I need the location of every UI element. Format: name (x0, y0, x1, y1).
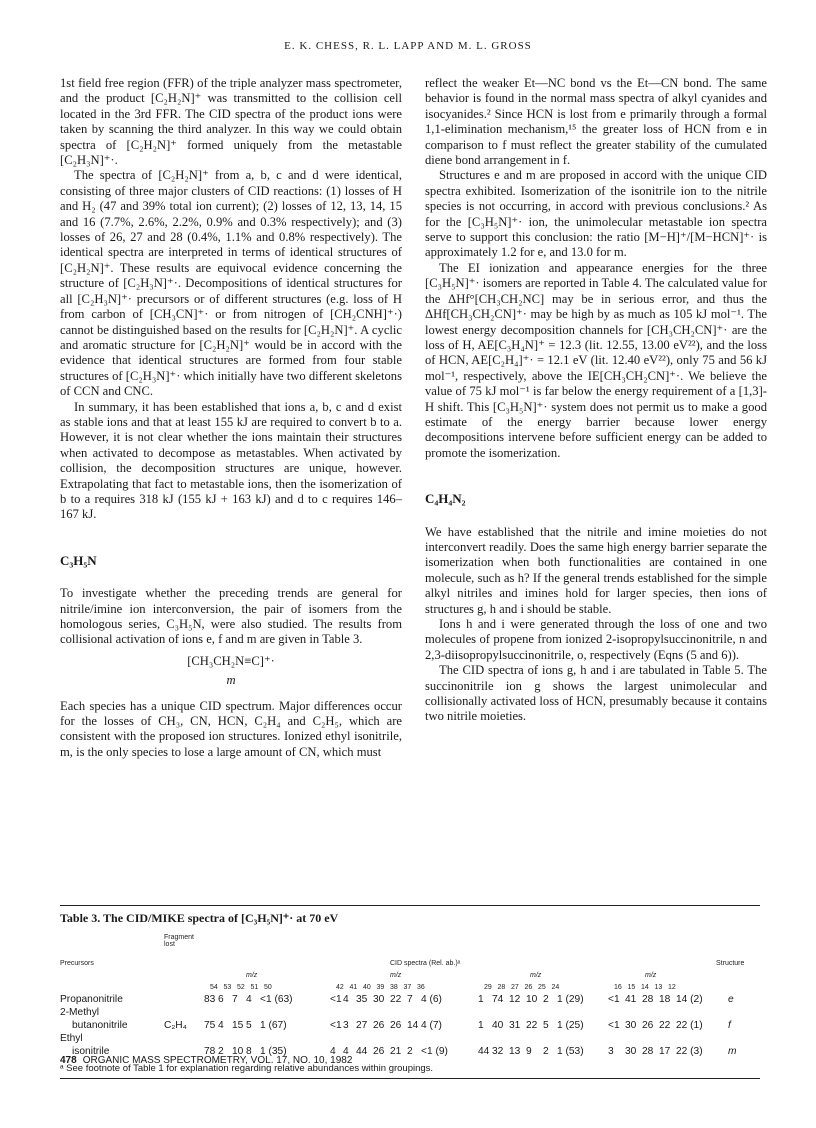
structure-label: e (728, 994, 734, 1005)
structure-label: f (728, 1020, 731, 1031)
cid-value: 1 (53) (557, 1046, 584, 1057)
cid-value: 2 (543, 994, 549, 1005)
section-heading: C₄H₄N₂ (425, 491, 466, 507)
cid-value: 18 (659, 994, 671, 1005)
cid-value: 3 (608, 1046, 614, 1057)
cid-value: 44 (356, 1046, 368, 1057)
cid-value: 8 (246, 1046, 252, 1057)
fragment-lost: C₂H₄ (164, 1020, 187, 1031)
cid-value: 74 (492, 994, 504, 1005)
cid-value: 1 (29) (557, 994, 584, 1005)
precursor-name: isonitrile (72, 1046, 110, 1057)
page-number: 478 (60, 1055, 77, 1066)
cid-value: 28 (642, 1046, 654, 1057)
mz-tick-label: 15 (627, 984, 636, 991)
cid-value: 2 (218, 1046, 224, 1057)
cid-value: 22 (659, 1020, 671, 1031)
cid-value: 7 (407, 994, 413, 1005)
cid-value: 21 (390, 1046, 402, 1057)
paragraph: The spectra of [C₂H₂N]⁺ from a, b, c and d were identical, consisting of three major clusters of CID reactions: (1) losses of H and H₂ (47 and 39% total ion current); (2) losses of 12, 13, 14, 15 and 16 (7.7%, 2.6%, 2.2%, 0.9% and 0.3% respectively); and (3) losses of 26, 27 and 28 (0.4%, 1.1% and 0.8% respectively). The identical spectra are interpreted in terms of identical structures of [C₂H₂N]⁺. These results are equivocal evidence concerning the structure of [C₂H₃N]⁺·. Decompositions of identical structures for all [C₂H₃N]⁺· precursors or of different structures (e.g. loss of H from carbon of [CH₃CN]⁺· or from nitrogen of [CH₂CNH]⁺·) cannot be distinguished based on the results for [C₂H₂N]⁺. A cyclic and aromatic structure for [C₂H₂N]⁺ would be in accord with the evidence that identical structures are formed from four stable structures of [C₂H₃N]⁺· which initially have two different skeletons of CCN and CNC. (60, 168, 402, 399)
cid-value: 4 (246, 994, 252, 1005)
cid-value: 4 (6) (421, 994, 442, 1005)
cid-value: 35 (356, 994, 368, 1005)
cid-value: 5 (543, 1020, 549, 1031)
paragraph: 1st field free region (FFR) of the triple analyzer mass spectrometer, and the product [C₂H₂N]⁺ was transmitted to the collision cell located in the 3rd FFR. The CID spectra of the product ions were taken by scanning the third analyzer. In this way we could obtain spectra of [C₂H₂N]⁺ formed uniquely from the metastable [C₂H₃N]⁺·. (60, 76, 402, 168)
cid-value: 7 (232, 994, 238, 1005)
cid-value: 14 (2) (676, 994, 703, 1005)
cid-value: 22 (526, 1020, 538, 1031)
cid-value: <1 (608, 994, 620, 1005)
cid-value: 4 (343, 1046, 349, 1057)
page-footer (60, 1055, 352, 1066)
header-fragment-lost: Fragment lost (164, 934, 194, 948)
precursor-name: 2-Methyl (60, 1007, 100, 1018)
mz-tick-label: 51 (250, 984, 259, 991)
cid-value: <1 (9) (421, 1046, 448, 1057)
mz-tick-label: 26 (524, 984, 533, 991)
cid-value: 22 (390, 994, 402, 1005)
mz-tick-label: 42 (336, 984, 344, 991)
cid-value: 26 (390, 1020, 402, 1031)
paragraph: Ions h and i were generated through the loss of one and two molecules of propene from ionized 2-isopropylsuccinonitrile, n and 2,3-diisopropylsuccinonitrile, o, respectively (Eqns (5 and 6)). (425, 617, 767, 662)
cid-value: 1 (478, 994, 484, 1005)
mz-tick-label: 13 (654, 984, 663, 991)
mz-tick-label: 52 (237, 984, 245, 991)
cid-value: 31 (509, 1020, 521, 1031)
mz-tick-label: 25 (538, 984, 546, 991)
mz-tick-label: 24 (551, 984, 560, 991)
cid-value: 13 (509, 1046, 521, 1057)
cid-value: 1 (35) (260, 1046, 287, 1057)
cid-value: 30 (373, 994, 385, 1005)
mz-tick-label: 14 (641, 984, 649, 991)
cid-value: 1 (25) (557, 1020, 584, 1031)
mz-group-label: m/z (530, 972, 542, 979)
structure-formula: [CH₃CH₂N≡C]⁺· (187, 653, 275, 668)
cid-value: 4 (218, 1020, 224, 1031)
paragraph: We have established that the nitrile and imine moieties do not interconvert readily. Does the same high energy barrier separate the isomerization when both functionalities are contained in one molecule, such as h? If the general trends established for the simple alkyl nitriles and imines hold for larger species, then ions of structures g, h and i should be stable. (425, 524, 767, 616)
mz-tick-label: 38 (390, 984, 398, 991)
cid-value: 22 (3) (676, 1046, 703, 1057)
paragraph: The EI ionization and appearance energies for the three [C₃H₅N]⁺· isomers are reported in Table 4. The calculated value for the ΔHf°[CH₃CH₂NC] may be in serious error, and thus the ΔHf[CH₃CH₂CN]⁺· may be high by as much as 105 kJ mol⁻¹. The lowest energy decomposition channels for [CH₃CH₂CN]⁺· are the loss of H, AE[C₃H₄N]⁺ = 12.3 (lit. 12.55, 13.00 eV²²), and the loss of HCN, AE[C₂H₄]⁺· = 12.1 eV (lit. 12.40 eV²²), only 75 and 56 kJ mol⁻¹, respectively, above the IE[CH₃CH₂CN]⁺·. We believe the value of 75 kJ mol⁻¹ is far below the energy requirement of a [1,3]-H shift. This [C₃H₅N]⁺· system does not permit us to make a good estimate of the energy barrier because lower energy decompositions intervene before sufficient energy can be added to promote the isomerization. (425, 260, 767, 460)
cid-value: 78 (204, 1046, 216, 1057)
precursor-name: butanonitrile (72, 1020, 128, 1031)
table-footnote: ᵃ See footnote of Table 1 for explanation regarding relative abundances within groupings. (60, 1063, 434, 1074)
mz-tick-label: 27 (511, 984, 519, 991)
mz-tick-label: 37 (403, 984, 412, 991)
paragraph: Structures e and m are proposed in accord with the unique CID spectra exhibited. Isomerization of the isonitrile ion to the nitrile species is not occurring, in accord with previous conclusions.² As for the [C₃H₅N]⁺· ion, the unimolecular metastable ion spectra serve to support this conclusion: the ratio [M−H]⁺/[M−HCN]⁺· is approximately 1.2 for e, and 13.0 for m. (425, 168, 767, 260)
mz-tick-label: 16 (614, 984, 622, 991)
cid-value: 26 (373, 1046, 385, 1057)
cid-value: 83 (204, 994, 216, 1005)
cid-value: 4 (7) (421, 1020, 442, 1031)
mz-group-label: m/z (645, 972, 657, 979)
cid-value: <1 (608, 1020, 620, 1031)
right-column (425, 76, 767, 725)
section-heading: C₃H₅N (60, 552, 97, 568)
cid-value: 30 (625, 1046, 637, 1057)
cid-value: 26 (373, 1020, 385, 1031)
table-row (60, 1007, 760, 1020)
header-precursors: Precursors (60, 960, 94, 967)
cid-value: 2 (407, 1046, 413, 1057)
paragraph: To investigate whether the preceding trends are general for nitrile/imine ion interconversion, the pair of isomers from the homologous series, C₃H₅N, were also studied. The results from collisional activation of ions e, f and m are given in Table 3. (60, 586, 402, 647)
cid-value: 14 (407, 1020, 419, 1031)
cid-value: 4 (343, 994, 349, 1005)
cid-value: 28 (642, 994, 654, 1005)
precursor-name: Propanonitrile (60, 994, 123, 1005)
cid-value: 10 (232, 1046, 244, 1057)
cid-value: <1 (330, 994, 342, 1005)
table-title: Table 3. The CID/MIKE spectra of [C₃H₅N]⁺· at 70 eV (60, 911, 339, 925)
table-row (60, 1020, 760, 1033)
table-row (60, 994, 760, 1007)
cid-value: 32 (492, 1046, 504, 1057)
cid-value: 41 (625, 994, 637, 1005)
cid-value: 3 (343, 1020, 349, 1031)
cid-value: 2 (543, 1046, 549, 1057)
cid-value: 6 (218, 994, 224, 1005)
mz-tick-label: 39 (376, 984, 385, 991)
cid-value: 30 (625, 1020, 637, 1031)
structure-label: m (728, 1046, 737, 1057)
cid-value: 1 (478, 1020, 484, 1031)
cid-value: 10 (526, 994, 538, 1005)
precursor-name: Ethyl (60, 1033, 83, 1044)
paragraph: reflect the weaker Et—NC bond vs the Et—CN bond. The same behavior is found in the normal mass spectra of alkyl cyanides and isocyanides.² Since HCN is lost from e primarily through a formal 1,1-elimination mechanism,¹⁵ the greater loss of HCN from e in comparison to f must reflect the greater stability of the cumulated diene bond arrangement in f. (425, 76, 767, 168)
paragraph: In summary, it has been established that ions a, b, c and d exist as stable ions and that at least 155 kJ are required to convert b to a. However, it is not clear whether the ions maintain their structures when activated to decompose as metastables. When activated by collision, the decomposition structures are unique, however. Extrapolating that fact to metastable ions, then the isomerization of b to a requires 318 kJ (155 kJ + 163 kJ) and d to c requires 146–167 kJ. (60, 399, 402, 522)
table-row (60, 1033, 760, 1046)
table-header (60, 932, 760, 994)
cid-value: 9 (526, 1046, 532, 1057)
cid-value: 1 (67) (260, 1020, 287, 1031)
mz-tick-label: 54 (210, 984, 218, 991)
table-3 (60, 905, 760, 1079)
cid-value: 12 (509, 994, 521, 1005)
cid-value: 26 (642, 1020, 654, 1031)
mz-tick-label: 12 (668, 984, 676, 991)
header-structure: Structure (716, 960, 745, 967)
structure-label: m (226, 673, 236, 688)
table-body (60, 994, 760, 1059)
mz-tick-label: 29 (484, 984, 492, 991)
cid-value: 27 (356, 1020, 368, 1031)
running-head: E. K. CHESS, R. L. LAPP AND M. L. GROSS (284, 40, 532, 52)
header-cid-spectra: CID spectra (Rel. ab.)ᵃ (390, 960, 461, 967)
paragraph: Each species has a unique CID spectrum. Major differences occur for the losses of CH₃, CN, HCN, C₂H₄ and C₂H₅, which are consistent with the proposed ion structures. Ionized ethyl isonitrile, m, is the only species to lose a large amount of CN, which must (60, 698, 402, 759)
cid-value: 5 (246, 1020, 252, 1031)
cid-value: 15 (232, 1020, 244, 1031)
cid-value: <1 (330, 1020, 342, 1031)
cid-value: 17 (659, 1046, 671, 1057)
mz-tick-label: 36 (417, 984, 425, 991)
mz-group-label: m/z (246, 972, 258, 979)
cid-value: 4 (330, 1046, 336, 1057)
paragraph: The CID spectra of ions g, h and i are tabulated in Table 5. The succinonitrile ion g shows the largest unimolecular and collisionally activated loss of HCN, presumably because it contains two nitrile moieties. (425, 663, 767, 724)
mz-tick-label: 41 (349, 984, 358, 991)
journal-citation: ORGANIC MASS SPECTROMETRY, VOL. 17, NO. 10, 1982 (82, 1055, 353, 1066)
cid-value: 44 (478, 1046, 490, 1057)
mz-tick-label: 28 (497, 984, 506, 991)
mz-tick-label: 53 (223, 984, 232, 991)
mz-tick-label: 50 (264, 984, 272, 991)
mz-group-label: m/z (390, 972, 402, 979)
cid-value: 22 (1) (676, 1020, 703, 1031)
table-bottom-rule (60, 1078, 760, 1079)
mz-tick-label: 40 (363, 984, 371, 991)
cid-value: <1 (63) (260, 994, 293, 1005)
cid-value: 40 (492, 1020, 504, 1031)
left-column (60, 76, 402, 760)
cid-value: 75 (204, 1020, 216, 1031)
